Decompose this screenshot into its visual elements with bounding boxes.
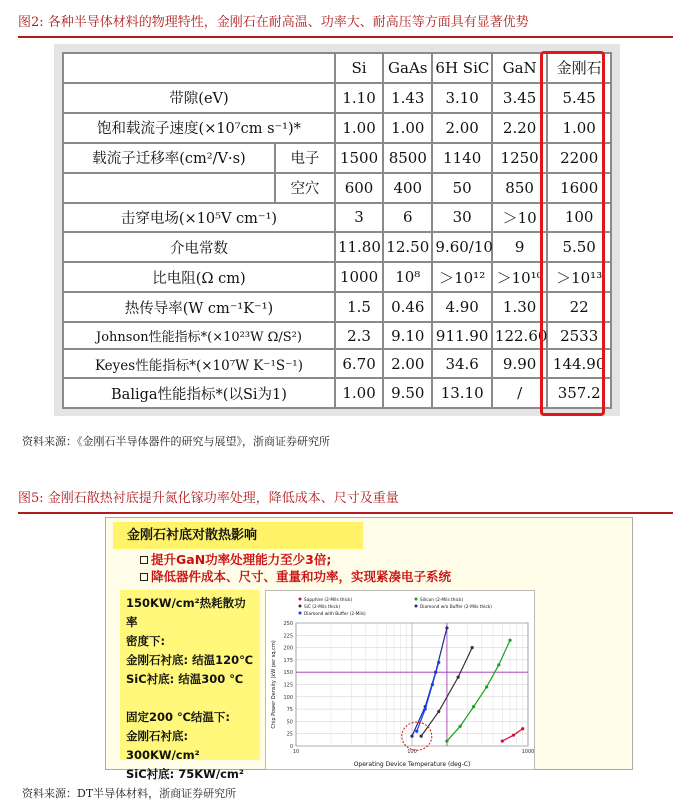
legend-marker bbox=[415, 598, 418, 601]
cell: 3 bbox=[335, 203, 383, 233]
bullet-2 bbox=[140, 567, 451, 585]
data-point bbox=[437, 661, 440, 664]
table-row bbox=[63, 83, 611, 113]
y-tick-label: 25 bbox=[286, 731, 293, 738]
y-tick-label: 250 bbox=[283, 621, 293, 627]
cell: 4.90 bbox=[432, 292, 492, 322]
properties-table-frame bbox=[54, 44, 620, 416]
checkbox-icon bbox=[140, 573, 148, 581]
cell: 1.43 bbox=[383, 83, 432, 113]
cell: 13.10 bbox=[432, 378, 492, 408]
data-point bbox=[459, 725, 462, 728]
data-point bbox=[431, 683, 434, 686]
x-axis-label: Operating Device Temperature (deg-C) bbox=[353, 761, 471, 768]
cell: 100 bbox=[547, 203, 611, 233]
y-tick-label: 75 bbox=[286, 707, 293, 714]
panel-line: 150KW/cm²热耗散功率 bbox=[126, 596, 246, 629]
cell: 1140 bbox=[432, 143, 492, 173]
cell: 2.20 bbox=[492, 113, 547, 143]
cell: 5.50 bbox=[547, 232, 611, 262]
cell: 400 bbox=[383, 173, 432, 203]
x-tick-label: 10 bbox=[292, 749, 300, 755]
cell: 850 bbox=[492, 173, 547, 203]
cell: ＞10¹⁰ bbox=[492, 262, 547, 292]
mobility-label: 载流子迁移率(cm²/V·s) bbox=[64, 144, 276, 172]
chart-svg bbox=[266, 591, 534, 769]
y-tick-label: 100 bbox=[283, 694, 293, 701]
cell: 2533 bbox=[547, 322, 611, 349]
cell: 3.10 bbox=[432, 83, 492, 113]
row-label bbox=[63, 143, 335, 173]
cell: 1250 bbox=[492, 143, 547, 173]
cell: 11.80 bbox=[335, 232, 383, 262]
legend-entry: Diamond w/o Buffer (2-Mils thick) bbox=[420, 605, 492, 610]
data-point bbox=[501, 739, 504, 742]
table-row bbox=[63, 322, 611, 349]
table-header-row bbox=[63, 53, 611, 83]
cell: ＞10¹² bbox=[432, 262, 492, 292]
heat-dissipation-panel bbox=[120, 590, 260, 781]
cell: 10⁸ bbox=[383, 262, 432, 292]
cell: 9.50 bbox=[383, 378, 432, 408]
panel-line: 金刚石衬底: 300KW/cm² bbox=[126, 729, 200, 762]
panel-line: SiC衬底: 75KW/cm² bbox=[126, 767, 244, 781]
figure-2-title: 图2: 各种半导体材料的物理特性，金刚石在耐高温、功率大、耐高压等方面具有显著优势 bbox=[18, 10, 673, 38]
cell: 2.00 bbox=[383, 349, 432, 378]
legend-entry: Diamond with Buffer (2-Mils) bbox=[304, 612, 366, 617]
table-row bbox=[63, 113, 611, 143]
cell: 1600 bbox=[547, 173, 611, 203]
data-point bbox=[445, 739, 448, 742]
cell: 144.90 bbox=[547, 349, 611, 378]
legend-entry: Silicon (2-Mils thick) bbox=[420, 598, 464, 603]
legend-entry: SiC (2-Mils thick) bbox=[304, 605, 341, 610]
legend-marker bbox=[415, 605, 418, 608]
bullet-2-text: 降低器件成本、尺寸、重量和功率，实现紧凑电子系统 bbox=[151, 569, 452, 584]
cell: 12.50 bbox=[383, 232, 432, 262]
cell: 1.30 bbox=[492, 292, 547, 322]
cell: 1.00 bbox=[547, 113, 611, 143]
y-tick-label: 200 bbox=[283, 645, 293, 652]
legend-entry: Sapphire (2-Mils thick) bbox=[304, 598, 353, 603]
y-axis-label: Chip Power Density (kW per sq.cm) bbox=[271, 640, 277, 729]
figure-5-source: 资料来源：DT半导体材料，浙商证券研究所 bbox=[22, 787, 237, 800]
cell: 6.70 bbox=[335, 349, 383, 378]
row-label: 比电阻(Ω cm) bbox=[63, 262, 335, 292]
data-point bbox=[521, 727, 524, 730]
cell: 357.2 bbox=[547, 378, 611, 408]
row-label: 饱和载流子速度(×10⁷cm s⁻¹)* bbox=[63, 113, 335, 143]
table-row bbox=[63, 262, 611, 292]
cell: 1500 bbox=[335, 143, 383, 173]
table-row bbox=[63, 232, 611, 262]
properties-table bbox=[62, 52, 612, 409]
cell: 9 bbox=[492, 232, 547, 262]
y-tick-label: 0 bbox=[289, 744, 293, 750]
panel-line: 固定200 ℃结温下: bbox=[126, 710, 231, 724]
cell: 1.5 bbox=[335, 292, 383, 322]
cell: 1000 bbox=[335, 262, 383, 292]
figure-5-title: 图5: 金刚石散热衬底提升氮化镓功率处理，降低成本、尺寸及重量 bbox=[18, 486, 673, 514]
cell: 122.60 bbox=[492, 322, 547, 349]
data-point bbox=[512, 734, 515, 737]
panel-line: 密度下: bbox=[126, 634, 166, 648]
mobility-label-cont bbox=[64, 174, 276, 202]
header-si: Si bbox=[335, 53, 383, 83]
cell: 0.46 bbox=[383, 292, 432, 322]
data-point bbox=[437, 710, 440, 713]
cell: 1.00 bbox=[335, 113, 383, 143]
cell: 6 bbox=[383, 203, 432, 233]
legend-marker bbox=[299, 612, 302, 615]
sublabel-hole: 空穴 bbox=[290, 181, 320, 198]
x-tick-label: 100 bbox=[407, 749, 417, 755]
power-density-chart bbox=[265, 590, 535, 770]
data-point bbox=[410, 735, 413, 738]
data-point bbox=[471, 646, 474, 649]
header-diamond: 金刚石 bbox=[547, 53, 611, 83]
cell: 1.00 bbox=[383, 113, 432, 143]
row-label bbox=[63, 173, 335, 203]
cell: 34.6 bbox=[432, 349, 492, 378]
table-row bbox=[63, 292, 611, 322]
y-tick-label: 225 bbox=[283, 633, 293, 640]
cell: 22 bbox=[547, 292, 611, 322]
table-row bbox=[63, 203, 611, 233]
data-point bbox=[415, 730, 418, 733]
legend-marker bbox=[299, 598, 302, 601]
y-tick-label: 125 bbox=[283, 682, 293, 689]
table-row bbox=[63, 143, 611, 173]
legend-marker bbox=[299, 605, 302, 608]
cell: 9.90 bbox=[492, 349, 547, 378]
bullet-1-text: 提升GaN功率处理能力至少3倍; bbox=[151, 552, 332, 567]
cell: 3.45 bbox=[492, 83, 547, 113]
cell: 5.45 bbox=[547, 83, 611, 113]
y-tick-label: 50 bbox=[286, 719, 293, 726]
row-label: 介电常数 bbox=[63, 232, 335, 262]
cell: 2.00 bbox=[432, 113, 492, 143]
diamond-highlight-box bbox=[540, 51, 605, 416]
data-point bbox=[472, 705, 475, 708]
cell: ＞10 bbox=[492, 203, 547, 233]
cell: 2.3 bbox=[335, 322, 383, 349]
checkbox-icon bbox=[140, 556, 148, 564]
cell: 9.10 bbox=[383, 322, 432, 349]
panel-line: 金刚石衬底: 结温120℃ bbox=[126, 653, 254, 667]
cell: 8500 bbox=[383, 143, 432, 173]
row-label: 热传导率(W cm⁻¹K⁻¹) bbox=[63, 292, 335, 322]
cell: 30 bbox=[432, 203, 492, 233]
row-label: Johnson性能指标*(×10²³W Ω/S²) bbox=[63, 322, 335, 349]
table-row bbox=[63, 378, 611, 408]
row-label: Keyes性能指标*(×10⁷W K⁻¹S⁻¹) bbox=[63, 349, 335, 378]
header-blank bbox=[63, 53, 335, 83]
row-label: Baliga性能指标*(以Si为1) bbox=[63, 378, 335, 408]
data-point bbox=[508, 639, 511, 642]
data-point bbox=[497, 663, 500, 666]
cell: 911.90 bbox=[432, 322, 492, 349]
sublabel-electron: 电子 bbox=[290, 151, 320, 168]
cell: / bbox=[492, 378, 547, 408]
y-tick-label: 150 bbox=[283, 670, 293, 677]
data-point bbox=[457, 676, 460, 679]
cell: 1.10 bbox=[335, 83, 383, 113]
cell: 1.00 bbox=[335, 378, 383, 408]
x-tick-label: 1000 bbox=[521, 749, 534, 755]
row-label: 击穿电场(×10⁵V cm⁻¹) bbox=[63, 203, 335, 233]
cell: ＞10¹³ bbox=[547, 262, 611, 292]
cell: 2200 bbox=[547, 143, 611, 173]
data-point bbox=[445, 626, 448, 629]
data-point bbox=[485, 685, 488, 688]
cell: 9.60/10 bbox=[432, 232, 492, 262]
figure-5-banner: 金刚石衬底对散热影响 bbox=[113, 522, 363, 549]
figure-2-source: 资料来源：《金刚石半导体器件的研究与展望》，浙商证券研究所 bbox=[22, 435, 330, 448]
header-sic: 6H SiC bbox=[432, 53, 492, 83]
header-gan: GaN bbox=[492, 53, 547, 83]
bullet-1 bbox=[140, 550, 331, 568]
header-gaas: GaAs bbox=[383, 53, 432, 83]
data-point bbox=[420, 735, 423, 738]
cell: 50 bbox=[432, 173, 492, 203]
cell: 600 bbox=[335, 173, 383, 203]
row-label: 带隙(eV) bbox=[63, 83, 335, 113]
table-row bbox=[63, 349, 611, 378]
panel-line bbox=[126, 689, 254, 708]
y-tick-label: 175 bbox=[283, 657, 293, 664]
table-row bbox=[63, 173, 611, 203]
panel-line: SiC衬底: 结温300 ℃ bbox=[126, 672, 244, 686]
data-point bbox=[424, 708, 427, 711]
